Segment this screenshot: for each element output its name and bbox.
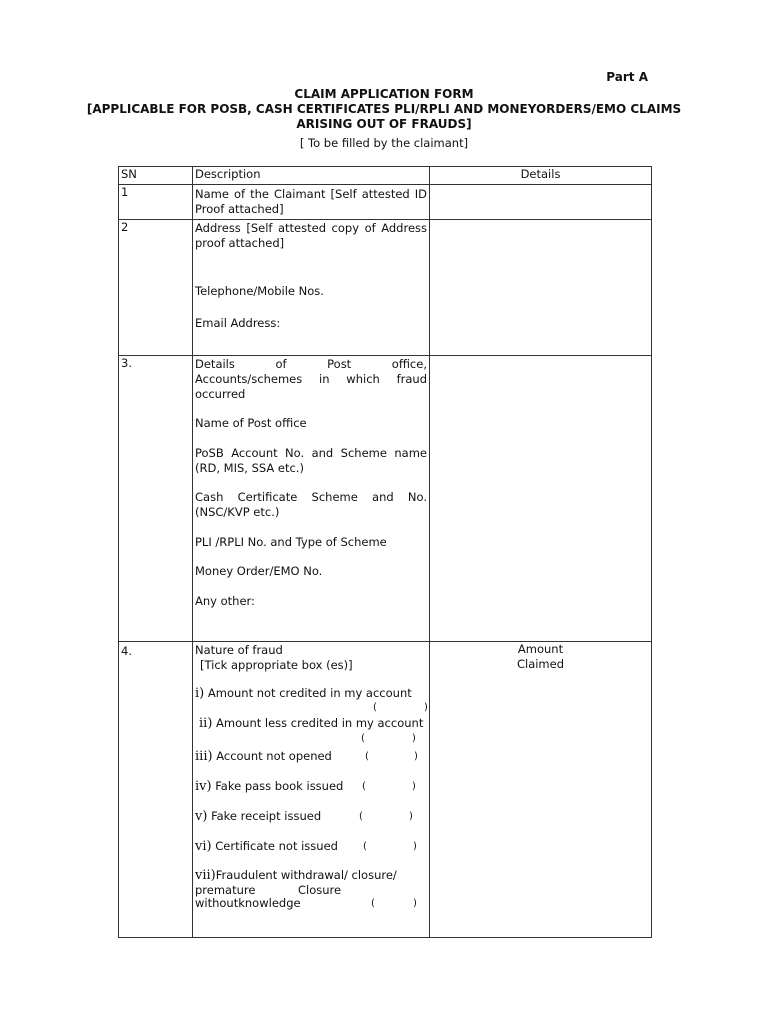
checkbox-close: ) [414,751,418,762]
address-field[interactable] [430,220,652,356]
header-details: Details [430,167,652,185]
row1-description [193,185,430,220]
fraud-option-4[interactable] [195,779,427,809]
posb-account-label: PoSB Account No. and Scheme name (RD, MIS, SSA etc.) [195,446,427,475]
option-label: Account not opened [216,749,332,763]
title-line-1: CLAIM APPLICATION FORM [294,87,474,101]
form-subtitle: [ To be filled by the claimant] [299,136,469,150]
fraud-option-6[interactable] [195,839,427,869]
part-label: Part A [606,70,648,84]
any-other-label: Any other: [195,594,255,608]
option-label-line2b: Closure [298,883,342,897]
row2-sn: 2 [119,220,193,356]
checkbox-open: ( [362,781,366,792]
option-label-line3: withoutknowledge [195,896,301,910]
row3-description [193,356,430,642]
claimant-name-label: Name of the Claimant [Self attested ID Proof attached] [195,187,427,216]
option-label: Amount not credited in my account [207,686,412,700]
option-label: Fake receipt issued [211,809,322,823]
form-title [0,87,768,132]
row2-description [193,220,430,356]
checkbox-open: ( [361,733,365,744]
post-office-details-field[interactable] [430,356,652,642]
amount-claimed-field[interactable] [430,642,652,938]
title-line-3: ARISING OUT OF FRAUDS] [296,117,472,131]
option-label-line2a: premature [195,883,256,897]
pli-rpli-label: PLI /RPLI No. and Type of Scheme [195,535,387,549]
checkbox-close: ) [412,733,416,744]
checkbox-close: ) [409,811,413,822]
header-sn: SN [119,167,193,185]
checkbox-open: ( [373,702,377,713]
checkbox-close: ) [424,702,428,713]
option-number: ii) [199,716,213,731]
address-label: Address [Self attested copy of Address proof attached] [195,221,427,250]
row4-description [193,642,430,938]
checkbox-close: ) [412,781,416,792]
fraud-option-1[interactable] [195,686,427,716]
row4-sn: 4. [119,642,193,938]
fraud-option-5[interactable] [195,809,427,839]
header-row [119,167,652,185]
checkbox-open: ( [359,811,363,822]
checkbox-open: ( [363,841,367,852]
option-label: Fake pass book issued [215,779,344,793]
row1-sn: 1 [119,185,193,220]
post-office-details-label: Details of Post office, Accounts/schemes in which fraud occurred [195,357,427,401]
table-row [119,356,652,642]
money-order-label: Money Order/EMO No. [195,564,323,578]
option-label: Amount less credited in my account [216,716,424,730]
cash-certificate-label: Cash Certificate Scheme and No.(NSC/KVP etc.) [195,490,427,519]
claimed-label: Claimed [516,657,565,671]
option-number: iii) [195,749,213,764]
option-number: v) [195,809,208,824]
title-line-2: [APPLICABLE FOR POSB, CASH CERTIFICATES PLI/RPLI AND MONEYORDERS/EMO CLAIMS [86,102,682,116]
checkbox-open: ( [365,751,369,762]
post-office-name-label: Name of Post office [195,416,307,430]
checkbox-close: ) [413,898,417,909]
checkbox-close: ) [413,841,417,852]
fraud-option-2[interactable] [195,716,427,746]
tick-instruction: [Tick appropriate box (es)] [200,658,353,672]
telephone-label: Telephone/Mobile Nos. [195,284,324,298]
option-number: vi) [195,839,212,854]
claimant-name-field[interactable] [430,185,652,220]
fraud-option-7[interactable] [195,868,427,910]
header-description: Description [193,167,430,185]
email-label: Email Address: [195,316,281,330]
claim-form-table [118,166,652,938]
table-row [119,220,652,356]
table-row [119,185,652,220]
row3-sn: 3. [119,356,193,642]
option-number: iv) [195,779,212,794]
checkbox-open: ( [371,898,375,909]
option-label: Certificate not issued [215,839,338,853]
fraud-option-3[interactable] [195,749,427,779]
option-number: vii) [195,868,216,883]
nature-of-fraud-label: Nature of fraud [195,643,283,657]
amount-label: Amount [517,642,564,656]
option-number: i) [195,686,205,701]
option-label: Fraudulent withdrawal/ closure/ [215,868,397,882]
table-row [119,642,652,938]
